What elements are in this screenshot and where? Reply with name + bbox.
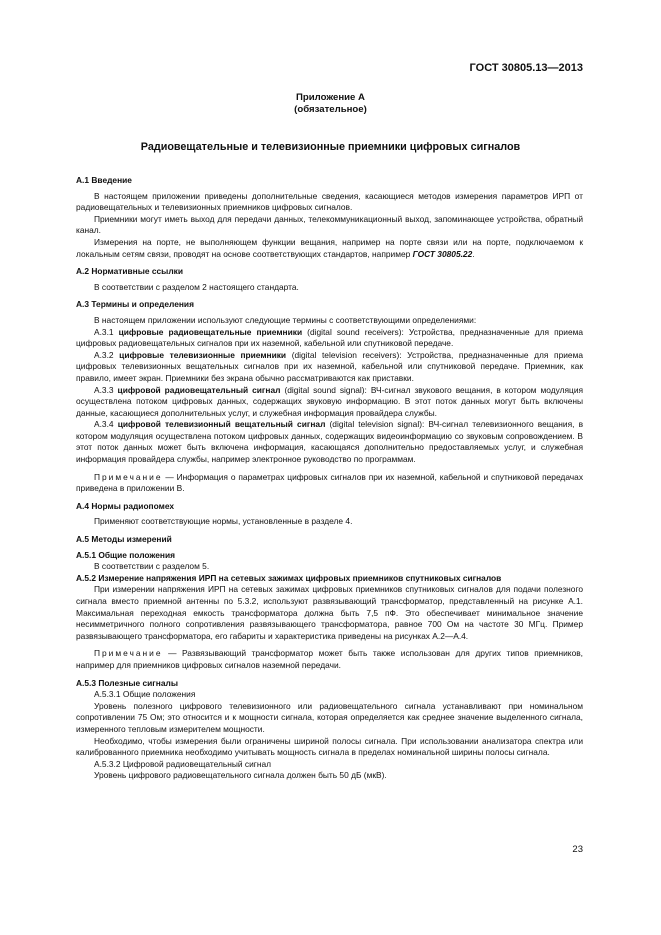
paragraph: В соответствии с разделом 2 настоящего стандарта. <box>94 281 299 292</box>
paragraph: При измерении напряжения ИРП на сетевых зажимах цифровых приемников спутниковых сигналов для подачи полезного сигнала вместо приемной антенны по 5.3.2, используют развязывающий трансформатор, представленный на рисунке А.1. Максимальная переходная емкость трансформатора должна быть 7,5 пФ. Это обеспечивает минимальное значение несимметричного полного сопротивления развязывающего трансформатора, равное 700 Ом на частоте 30 МГц. Пример развязывающего трансформатора, его габариты и характеристика приведены на рисунках А.2—А.4. <box>76 584 583 641</box>
section-heading-a5: А.5 Методы измерений <box>76 534 172 545</box>
term-definition: А.3.3 цифровой радиовещательный сигнал (digital sound signal): ВЧ-сигнал звукового вещания, в котором модуляция осуществлена потоком цифровых данных, содержащих звуковую информацию. В этот поток данных могут быть включены данные, касающиеся дополнительных услуг, и служебная информация провайдера службы. <box>76 384 584 418</box>
subsubsection-heading: А.5.3.2 Цифровой радиовещательный сигнал <box>94 758 271 769</box>
note: Примечание — Развязывающий трансформатор может быть также использован для других типов приемников, например для приемников цифровых сигналов наземной передачи. <box>76 648 584 670</box>
paragraph: В настоящем приложении приведены дополнительные сведения, касающиеся методов измерения параметров ИРП от радиовещательных и телевизионных приемников цифровых сигналов. <box>76 190 583 213</box>
subsection-heading: А.5.3 Полезные сигналы <box>76 677 178 688</box>
section-heading-a1: А.1 Введение <box>76 175 132 185</box>
paragraph: В соответствии с разделом 5. <box>94 561 210 572</box>
term-definition: А.3.2 цифровые телевизионные приемники (digital television receivers): Устройства, предназначенные для приема цифровых телевизионных вещательных сигналов при их наземной, кабельной или спутниковой передаче. Приемник, как правило, имеет экран. Приемники без экрана обычно рассматриваются как приставки. <box>76 349 584 383</box>
page-number: 23 <box>572 844 583 855</box>
paragraph: Необходимо, чтобы измерения были ограничены шириной полосы сигнала. При использовании анализатора спектра или калиброванного приемника необходимо учитывать мощность сигнала в пределах номинальной ширины полосы сигнала. <box>76 735 583 758</box>
paragraph: Уровень полезного цифрового телевизионного или радиовещательного сигнала устанавливают при номинальном сопротивлении 75 Ом; это относится и к мощности сигнала, которая определяется как среднее значение выделенного сигнала, измеренного тепловым измерителем мощности. <box>76 700 583 734</box>
page-title: Радиовещательные и телевизионные приемники цифровых сигналов <box>140 141 521 153</box>
paragraph: Применяют соответствующие нормы, установленные в разделе 4. <box>94 516 353 527</box>
section-heading-a4: А.4 Нормы радиопомех <box>76 500 175 511</box>
paragraph: В настоящем приложении используют следующие термины с соответствующими определениями: <box>94 314 477 325</box>
annex-title: Приложение А <box>296 92 365 103</box>
subsubsection-heading: А.5.3.1 Общие положения <box>94 689 196 700</box>
note-label: Примечание <box>94 648 163 659</box>
paragraph: Уровень цифрового радиовещательного сигнала должен быть 50 дБ (мкВ). <box>94 770 387 781</box>
note-label: Примечание <box>94 471 163 482</box>
paragraph: Измерения на порте, не выполняющем функции вещания, например на порте связи или на порте, подключаемом к локальным сетям связи, проводят на основе соответствующих стандартов, например ГОСТ 30805.22. <box>76 236 583 259</box>
section-heading-a2: А.2 Нормативные ссылки <box>76 266 183 277</box>
annex-subtitle: (обязательное) <box>294 104 367 115</box>
standard-number: ГОСТ 30805.13—2013 <box>469 62 583 74</box>
note: Примечание — Информация о параметрах цифровых сигналов при их наземной, кабельной и спутниковой передачах приведена в приложении В. <box>76 471 584 494</box>
subsection-heading: А.5.1 Общие положения <box>76 549 175 560</box>
document-body <box>76 169 583 782</box>
term-definition: А.3.4 цифровой телевизионный вещательный сигнал (digital television signal): ВЧ-сигнал телевизионного вещания, в котором модуляция осуществлена потоком цифровых данных, содержащих видеоинформацию со звуковым сопровождением. В этот поток данных может быть включена информация, касающаяся дополнительно предоставляемых услуг, и служебная информация провайдера службы, например электронное руководство по программам. <box>76 419 584 465</box>
subsection-heading: А.5.2 Измерение напряжения ИРП на сетевых зажимах цифровых приемников спутниковых сигналов <box>76 572 502 583</box>
paragraph: Приемники могут иметь выход для передачи данных, телекоммуникационный выход, запоминающее устройства, обратный канал. <box>76 213 583 236</box>
term-definition: А.3.1 цифровые радиовещательные приемники (digital sound receivers): Устройства, предназначенные для приема цифровых радиовещательных сигналов при их наземной, кабельной или спутниковой передаче. <box>76 326 584 349</box>
standard-reference: ГОСТ 30805.22 <box>412 248 473 259</box>
section-heading-a3: А.3 Термины и определения <box>76 299 194 310</box>
